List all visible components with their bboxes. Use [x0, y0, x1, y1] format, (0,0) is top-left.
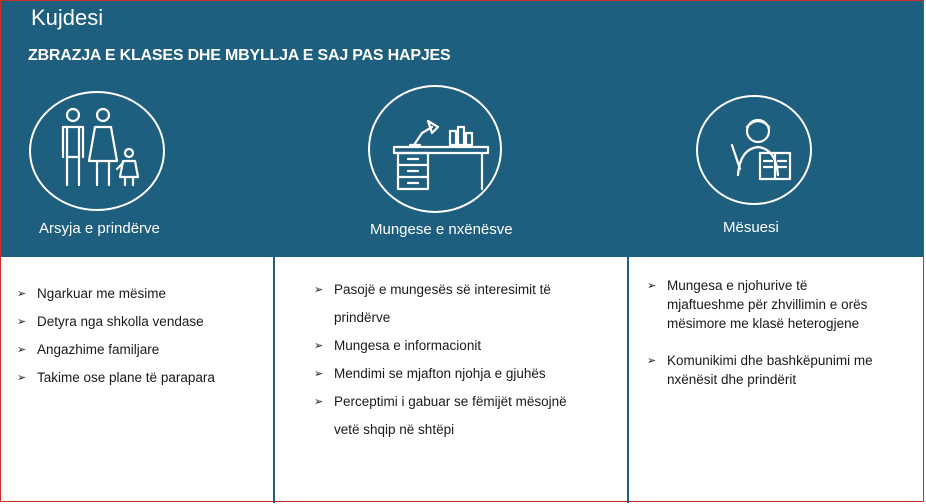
column-divider-2	[627, 257, 629, 503]
desk-icon	[368, 85, 502, 213]
column-label-students: Mungese e nxënësve	[370, 221, 513, 238]
slide-subtitle: ZBRAZJA E KLASES DHE MBYLLJA E SAJ PAS HAPJES	[28, 47, 451, 64]
list-item: ➢ Komunikimi dhe bashkëpunimi me nxënësit dhe prindërit	[647, 351, 877, 389]
list-item: ➢ Mendimi se mjafton njohja e gjuhës	[314, 360, 594, 388]
list-item: ➢ Ngarkuar me mësime	[17, 280, 267, 308]
column-label-teacher: Mësuesi	[723, 219, 779, 236]
list-item: ➢ Angazhime familjare	[17, 336, 267, 364]
list-item: ➢ Detyra nga shkolla vendase	[17, 308, 267, 336]
list-item: ➢ Mungesa e njohurive të mjaftueshme për zhvillimin e orës mësimore me klasë heterogjene	[647, 276, 877, 333]
column-label-parents: Arsyja e prindërve	[39, 220, 160, 237]
list-item: ➢ Mungesa e informacionit	[314, 332, 594, 360]
column-divider-1	[273, 257, 275, 503]
teacher-icon	[696, 95, 812, 205]
list-item: ➢ Takime ose plane të parapara	[17, 364, 267, 392]
parents-reasons-list	[17, 280, 267, 392]
list-item: ➢ Pasojë e mungesës së interesimit të prindërve	[314, 276, 594, 332]
family-icon	[29, 91, 165, 211]
students-absence-list	[314, 276, 594, 444]
header-banner	[1, 1, 923, 257]
teacher-issues-list	[647, 276, 877, 389]
list-item: ➢ Perceptimi i gabuar se fëmijët mësojnë vetë shqip në shtëpi	[314, 388, 594, 444]
slide-title: Kujdesi	[31, 5, 104, 30]
